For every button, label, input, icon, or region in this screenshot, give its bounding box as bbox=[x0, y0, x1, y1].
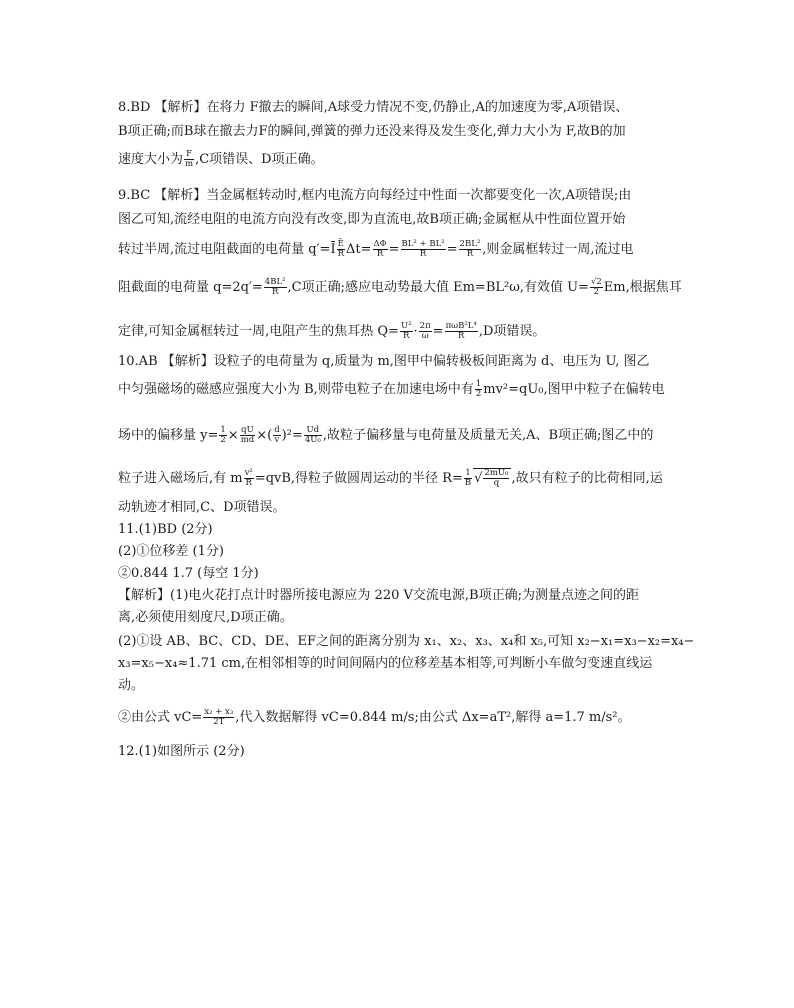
denominator: q bbox=[493, 478, 500, 488]
answer-8-line-1: 8.BD 【解析】在将力 F撤去的瞬间,A球受力情况不变,仍静止,A的加速度为零,A项错误、 bbox=[118, 100, 629, 115]
text: ,C项正确;感应电动势最大值 Em=BL²ω,有效值 U= bbox=[287, 280, 589, 295]
text: ,故只有粒子的比荷相同,运 bbox=[511, 471, 663, 486]
answer-11-line-9 bbox=[118, 707, 631, 727]
answer-8-line-3 bbox=[118, 149, 324, 169]
answer-11-line-7: x₃=x₅−x₄≈1.71 cm,在相邻相等的时间间隔内的位移差基本相等,可判断小车做匀变速直线运 bbox=[118, 656, 653, 671]
fraction bbox=[459, 240, 482, 259]
fraction bbox=[464, 469, 472, 488]
numerator: v² bbox=[244, 468, 253, 478]
fraction bbox=[401, 240, 446, 259]
denominator: B bbox=[464, 478, 472, 488]
denominator: md bbox=[240, 435, 255, 445]
text: 转过半周,流过电阻截面的电荷量 q′= bbox=[118, 242, 331, 257]
mean-current-symbol: Ī bbox=[330, 242, 336, 257]
numerator: 2BL² bbox=[459, 239, 481, 249]
text: Em,根据焦耳 bbox=[603, 280, 682, 295]
fraction bbox=[373, 240, 388, 259]
answer-9-line-4 bbox=[118, 277, 682, 297]
fraction bbox=[590, 278, 603, 297]
numerator: 4BL² bbox=[264, 277, 286, 287]
answer-10-line-4 bbox=[118, 468, 663, 488]
fraction bbox=[219, 426, 226, 445]
fraction bbox=[400, 322, 413, 341]
fraction bbox=[240, 426, 256, 445]
numerator: 2mU₀ bbox=[484, 468, 509, 478]
text: ×( bbox=[256, 428, 273, 443]
answer-11-line-3: ②0.844 1.7 (每空 1分) bbox=[118, 566, 259, 581]
text: · bbox=[413, 324, 418, 339]
text: mv²=qU₀,图甲中粒子在偏转电 bbox=[483, 382, 665, 397]
text: ②由公式 vC= bbox=[118, 710, 203, 725]
text: = bbox=[388, 242, 400, 257]
numerator: d bbox=[274, 425, 280, 435]
denominator: v bbox=[274, 435, 280, 445]
numerator: qU bbox=[241, 425, 254, 435]
fraction bbox=[475, 380, 482, 399]
fraction bbox=[273, 426, 280, 445]
denominator: 2T bbox=[213, 717, 225, 727]
answer-11-line-2: (2)①位移差 (1分) bbox=[118, 544, 224, 559]
answer-9-line-1: 9.BC 【解析】当金属框转动时,框内电流方向每经过中性面一次都要变化一次,A项错误;由 bbox=[118, 188, 632, 203]
numerator: πωB²L⁴ bbox=[445, 321, 477, 331]
fraction bbox=[445, 322, 478, 341]
numerator: Ud bbox=[304, 426, 322, 436]
denominator: R bbox=[419, 249, 427, 259]
answer-11-line-1: 11.(1)BD (2分) bbox=[118, 522, 213, 537]
text: ,则金属框转过一周,流过电 bbox=[482, 242, 634, 257]
text: 场中的偏移量 y= bbox=[118, 428, 219, 443]
answer-9-line-5 bbox=[118, 321, 546, 341]
denominator: R bbox=[337, 249, 344, 259]
fraction-f-over-m bbox=[184, 150, 194, 169]
answer-9-line-2: 图乙可知,流经电阻的电流方向没有改变,即为直流电,故B项正确;金属框从中性面位置开始 bbox=[118, 212, 626, 227]
answer-8-line-2: B项正确;而B球在撤去力F的瞬间,弹簧的弹力还没来得及发生变化,弹力大小为 F,故B的加 bbox=[118, 124, 626, 139]
fraction bbox=[264, 278, 287, 297]
fraction bbox=[483, 469, 509, 488]
denominator: 2 bbox=[475, 389, 482, 399]
denominator: 4U₀ bbox=[304, 435, 321, 445]
denominator: 2 bbox=[220, 435, 226, 445]
numerator: x₂ + x₃ bbox=[204, 707, 234, 717]
answer-10-line-1: 10.AB 【解析】设粒子的电荷量为 q,质量为 m,图甲中偏转极板间距离为 d、电压为 U, 图乙 bbox=[118, 354, 650, 369]
fraction bbox=[419, 322, 432, 341]
text: ,代入数据解得 vC=0.844 m/s;由公式 Δx=aT²,解得 a=1.7 m/s²。 bbox=[235, 710, 631, 725]
text: 定律,可知金属框转过一周,电阻产生的焦耳热 Q= bbox=[118, 324, 399, 339]
numerator: BL² + BL² bbox=[401, 239, 445, 249]
fraction bbox=[304, 426, 322, 445]
denominator: R bbox=[457, 331, 465, 341]
text: 中匀强磁场的磁感应强度大小为 B,则带电粒子在加速电场中有 bbox=[118, 382, 474, 397]
text: 阻截面的电荷量 q=2q′= bbox=[118, 280, 263, 295]
answer-9-line-3 bbox=[118, 239, 634, 259]
text: = bbox=[432, 324, 444, 339]
square-root: √ $\frac{\text{2mU₀}}{q}$ bbox=[473, 468, 511, 488]
text: )²= bbox=[281, 428, 303, 443]
text: ,故粒子偏移量与电荷量及质量无关,A、B项正确;图乙中的 bbox=[322, 428, 654, 443]
denominator: R bbox=[271, 287, 279, 297]
numerator: U² bbox=[400, 321, 412, 331]
answer-11-line-5: 离,必须使用刻度尺,D项正确。 bbox=[118, 610, 293, 625]
numerator: 2π bbox=[419, 321, 431, 331]
text: = bbox=[446, 242, 458, 257]
answer-10-line-3 bbox=[118, 425, 654, 445]
denominator: R bbox=[245, 478, 252, 488]
numerator: F bbox=[184, 150, 194, 160]
text: ,C项错误、D项正确。 bbox=[195, 152, 324, 167]
denominator: m bbox=[185, 159, 194, 169]
text: Δt= bbox=[345, 242, 372, 257]
answer-11-line-6: (2)①设 AB、BC、CD、DE、EF之间的距离分别为 x₁、x₂、x₃、x₄和 x₅,可知 x₂−x₁=x₃−x₂=x₄− bbox=[118, 634, 695, 649]
numerator: √2 bbox=[590, 277, 602, 287]
denominator: ω bbox=[421, 331, 429, 341]
answer-10-line-5: 动轨迹才相同,C、D项错误。 bbox=[118, 500, 286, 515]
denominator: 2 bbox=[593, 287, 600, 297]
text: =qvB,得粒子做圆周运动的半径 R= bbox=[254, 471, 463, 486]
answer-12-line-1: 12.(1)如图所示 (2分) bbox=[118, 744, 245, 759]
fraction bbox=[203, 708, 234, 727]
denominator: R bbox=[403, 331, 410, 341]
text: 粒子进入磁场后,有 m bbox=[118, 471, 243, 486]
text: 速度大小为 bbox=[118, 152, 184, 167]
fraction bbox=[337, 240, 345, 259]
numerator: Ē bbox=[337, 239, 344, 249]
answer-11-line-8: 动。 bbox=[118, 678, 145, 693]
denominator: R bbox=[376, 249, 384, 259]
fraction bbox=[244, 469, 254, 488]
numerator: 1 bbox=[465, 468, 471, 478]
answer-10-line-2 bbox=[118, 379, 665, 399]
denominator: R bbox=[466, 249, 474, 259]
text: × bbox=[227, 428, 239, 443]
numerator: 1 bbox=[475, 379, 482, 389]
text: ,D项错误。 bbox=[478, 324, 546, 339]
numerator: 1 bbox=[220, 425, 226, 435]
answer-11-line-4: 【解析】(1)电火花打点计时器所接电源应为 220 V交流电源,B项正确;为测量点迹之间的距 bbox=[118, 588, 639, 603]
numerator: ΔΦ bbox=[373, 239, 387, 249]
